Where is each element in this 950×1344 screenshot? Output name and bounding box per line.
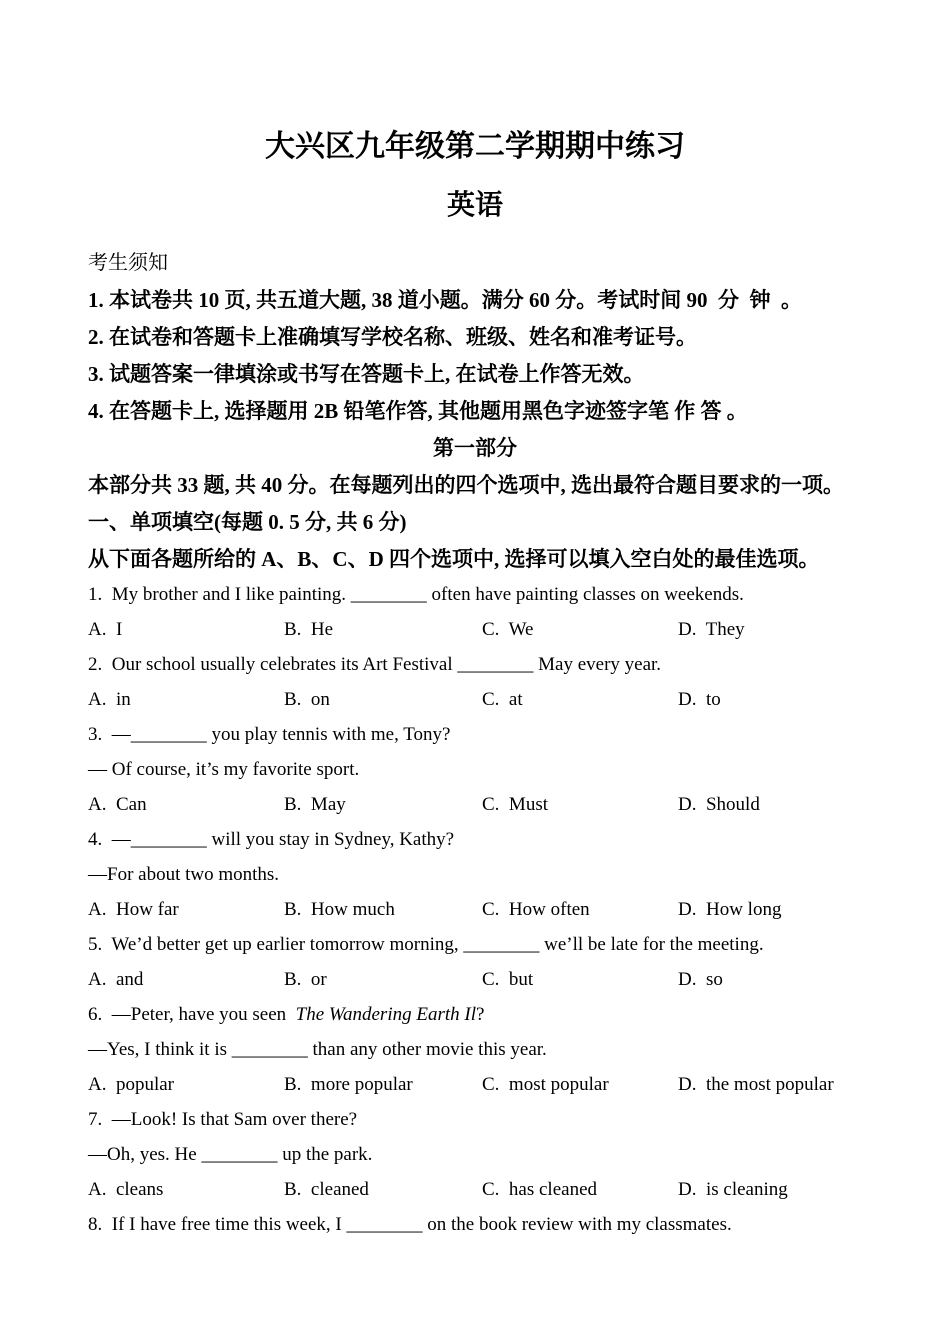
question-6-option-b: B. more popular — [284, 1074, 413, 1095]
question-4 — [88, 827, 862, 923]
question-4-stem: 4. —________ will you stay in Sydney, Kathy? — [88, 829, 455, 850]
notice-item-1: 1. 本试卷共 10 页, 共五道大题, 38 道小题。满分 60 分。考试时间 90 分 钟 。 — [88, 288, 802, 312]
question-6-option-c: C. most popular — [482, 1074, 609, 1095]
question-4-option-a: A. How far — [88, 899, 179, 920]
question-3-stem: 3. —________ you play tennis with me, Tony? — [88, 724, 451, 745]
question-5-options — [88, 967, 862, 993]
question-5 — [88, 932, 862, 993]
question-1-option-c: C. We — [482, 619, 534, 640]
question-2-option-b: B. on — [284, 689, 330, 710]
question-1-stem: 1. My brother and I like painting. ________ often have painting classes on weekends. — [88, 584, 744, 605]
question-4-option-d: D. How long — [678, 899, 782, 920]
question-6-stem-prefix: 6. —Peter, have you seen — [88, 1004, 296, 1025]
question-3-option-c: C. Must — [482, 794, 548, 815]
question-7 — [88, 1107, 862, 1203]
question-6-options — [88, 1072, 862, 1098]
notice-item-4: 4. 在答题卡上, 选择题用 2B 铅笔作答, 其他题用黑色字迹签字笔 作 答 。 — [88, 399, 748, 423]
question-8 — [88, 1212, 862, 1238]
question-3-reply: — Of course, it’s my favorite sport. — [88, 759, 360, 780]
question-6-stem — [88, 1002, 862, 1028]
question-6 — [88, 1002, 862, 1098]
notice-header: 考生须知 — [88, 252, 168, 274]
question-3 — [88, 722, 862, 818]
question-1 — [88, 582, 862, 643]
question-2-option-a: A. in — [88, 689, 131, 710]
question-4-options — [88, 897, 862, 923]
question-4-option-b: B. How much — [284, 899, 395, 920]
question-1-option-a: A. I — [88, 619, 123, 640]
question-2-options — [88, 687, 862, 713]
part-one-header: 第一部分 — [433, 436, 517, 460]
question-7-reply: —Oh, yes. He ________ up the park. — [88, 1144, 373, 1165]
question-6-movie-title: The Wandering Earth Il — [295, 1004, 476, 1025]
notice-item-2: 2. 在试卷和答题卡上准确填写学校名称、班级、姓名和准考证号。 — [88, 325, 697, 349]
question-1-option-d: D. They — [678, 619, 745, 640]
question-7-option-a: A. cleans — [88, 1179, 164, 1200]
question-4-reply: —For about two months. — [88, 864, 280, 885]
question-2-stem: 2. Our school usually celebrates its Art Festival ________ May every year. — [88, 654, 662, 675]
question-2 — [88, 652, 862, 713]
question-8-stem: 8. If I have free time this week, I ________ on the book review with my classmates. — [88, 1214, 732, 1235]
question-1-options — [88, 617, 862, 643]
question-5-option-b: B. or — [284, 969, 327, 990]
page-title: 大兴区九年级第二学期期中练习 — [265, 130, 685, 163]
question-6-reply: —Yes, I think it is ________ than any other movie this year. — [88, 1039, 547, 1060]
section-header: 一、单项填空(每题 0. 5 分, 共 6 分) — [88, 510, 407, 534]
question-7-option-c: C. has cleaned — [482, 1179, 598, 1200]
question-6-stem-suffix: ? — [475, 1004, 485, 1025]
question-5-option-a: A. and — [88, 969, 144, 990]
question-2-option-d: D. to — [678, 689, 721, 710]
question-2-option-c: C. at — [482, 689, 523, 710]
question-5-option-d: D. so — [678, 969, 723, 990]
question-5-option-c: C. but — [482, 969, 534, 990]
question-7-stem: 7. —Look! Is that Sam over there? — [88, 1109, 358, 1130]
question-7-option-d: D. is cleaning — [678, 1179, 788, 1200]
question-7-option-b: B. cleaned — [284, 1179, 369, 1200]
question-4-option-c: C. How often — [482, 899, 590, 920]
section-description: 从下面各题所给的 A、B、C、D 四个选项中, 选择可以填入空白处的最佳选项。 — [88, 547, 820, 571]
question-3-option-a: A. Can — [88, 794, 147, 815]
question-3-options — [88, 792, 862, 818]
question-6-option-d: D. the most popular — [678, 1074, 834, 1095]
notice-item-3: 3. 试题答案一律填涂或书写在答题卡上, 在试卷上作答无效。 — [88, 362, 645, 386]
question-6-option-a: A. popular — [88, 1074, 175, 1095]
question-3-option-b: B. May — [284, 794, 346, 815]
part-one-description: 本部分共 33 题, 共 40 分。在每题列出的四个选项中, 选出最符合题目要求的一项。 — [88, 473, 844, 497]
question-3-option-d: D. Should — [678, 794, 760, 815]
subject-title: 英语 — [446, 190, 503, 221]
question-7-options — [88, 1177, 862, 1203]
page-content — [0, 249, 950, 1238]
question-1-option-b: B. He — [284, 619, 334, 640]
question-5-stem: 5. We’d better get up earlier tomorrow morning, ________ we’ll be late for the meeting. — [88, 934, 764, 955]
